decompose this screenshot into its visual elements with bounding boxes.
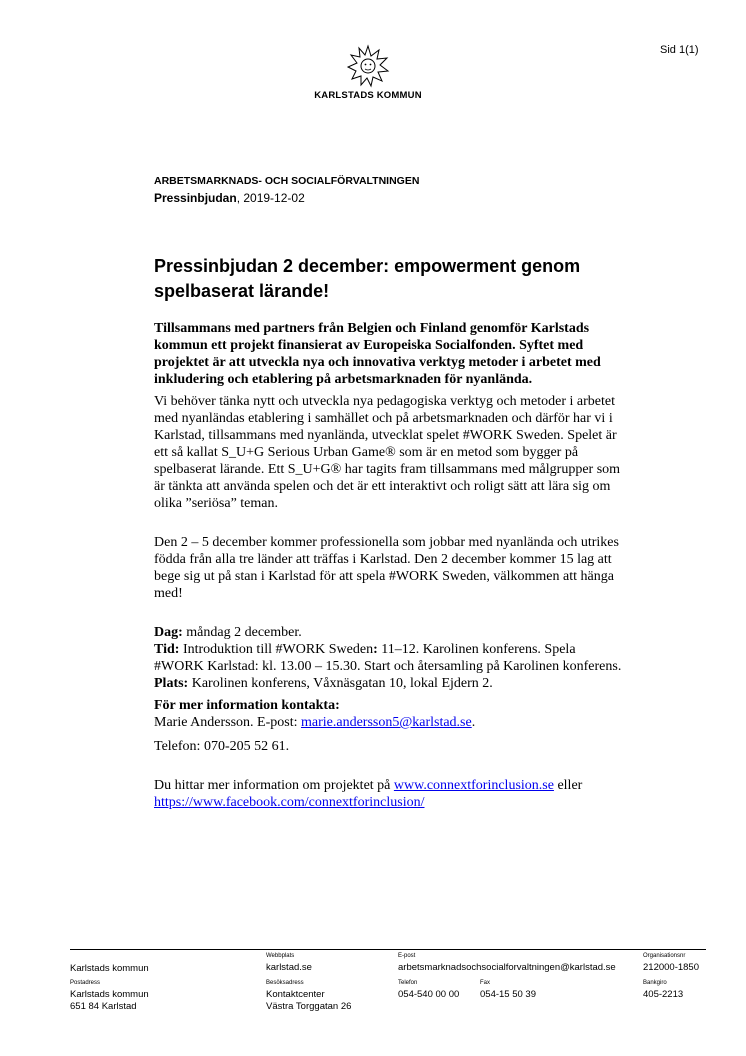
page-title: Pressinbjudan 2 december: empowerment genom spelbaserat lärande! [154, 256, 581, 301]
more-info-text: eller [553, 778, 583, 793]
footer-phone-label: Telefon [398, 980, 418, 986]
document-type: Pressinbjudan [154, 191, 237, 205]
website-link[interactable]: www.connextforinclusion.se [393, 778, 554, 793]
page-number: Sid 1(1) [660, 44, 699, 56]
footer-fax-label: Fax [480, 980, 491, 986]
logo [303, 44, 433, 101]
footer-phone-value: 054-540 00 00 [398, 989, 460, 1000]
footer-web-value: karlstad.se [266, 962, 312, 973]
time-colon: : [373, 642, 378, 657]
day-value: måndag 2 december. [182, 625, 302, 640]
more-info-text: Du hittar mer information om projektet på [154, 778, 394, 793]
footer-bankgiro-value: 405-2213 [643, 989, 684, 1000]
facebook-link[interactable]: https://www.facebook.com/connextforinclusion/ [154, 795, 425, 810]
contact-email-link[interactable]: marie.andersson5@karlstad.se [300, 715, 472, 730]
contact-heading: För mer information kontakta: [154, 698, 340, 713]
event-details [154, 624, 624, 692]
footer-postal-line: Karlstads kommun [70, 989, 149, 1000]
contact-info [154, 697, 624, 731]
time-label: Tid: [154, 642, 180, 657]
footer-fax-value: 054-15 50 39 [480, 989, 536, 1000]
footer-postal-label: Postadress [70, 980, 101, 986]
footer-visit-line: Västra Torggatan 26 [266, 1001, 352, 1012]
footer-postal-line: 651 84 Karlstad [70, 1001, 137, 1012]
main-content [154, 320, 624, 811]
time-value: 11–12. Karolinen konferens. Spela #WORK Karlstad: kl. 13.00 – 15.30. Start och återsamling på Karolinen konferens. [154, 642, 622, 674]
day-label: Dag: [154, 625, 183, 640]
footer-orgnr-label: Organisationsnr [643, 953, 686, 959]
body-paragraph: Vi behöver tänka nytt och utveckla nya pedagogiska verktyg och metoder i arbetet med nyanländas etablering i samhället och på arbetsmarknaden och därför har vi i Karlstad, tillsammans med nyanlända, utvecklat spelet #WORK Sweden. Spelet är ett så kallat S_U+G Serious Urban Game® som är en metod som bygger på spelbaserat lärande. Ett S_U+G® har tagits fram tillsammans med målgrupper som är tänkta att använda spelen och det är ett interaktivt och roligt sätt att lära sig om olika ”seriösa” teman. [154, 394, 621, 511]
place-label: Plats: [154, 676, 189, 691]
contact-phone: Telefon: 070-205 52 61. [154, 739, 290, 754]
department-name: ARBETSMARKNADS- OCH SOCIALFÖRVALTNINGEN [154, 175, 420, 187]
footer-divider [70, 949, 706, 950]
footer-email-value: arbetsmarknadsochsocialforvaltningen@karlstad.se [398, 962, 616, 973]
footer-orgnr-value: 212000-1850 [643, 962, 699, 973]
lead-paragraph: Tillsammans med partners från Belgien och Finland genomför Karlstads kommun ett projekt finansierat av Europeiska Socialfonden. Syftet med projektet är att utveckla nya och innovativa verktyg metoder i arbetet med inkludering och etablering på arbetsmarknaden för nyanlända. [154, 321, 601, 387]
footer-org-name: Karlstads kommun [70, 963, 149, 974]
footer-web-label: Webbplats [266, 953, 295, 959]
footer-visit-line: Kontaktcenter [266, 989, 325, 1000]
contact-email-punct: . [471, 715, 476, 730]
document-meta-line [154, 191, 305, 205]
body-paragraph: Den 2 – 5 december kommer professionella som jobbar med nyanlända och utrikes födda från alla tre länder att träffas i Karlstad. Den 2 december kommer 15 lag att bege sig ut på stan i Karlstad för att spela #WORK Sweden, välkommen att hänga med! [154, 535, 619, 601]
more-info [154, 777, 624, 811]
footer-email-label: E-post [398, 953, 416, 959]
footer-visit-label: Besöksadress [266, 980, 304, 986]
footer-bankgiro-label: Bankgiro [643, 980, 667, 986]
contact-name: Marie Andersson. E-post: [154, 715, 301, 730]
logo-text: KARLSTADS KOMMUN [314, 90, 422, 101]
document-date: , 2019-12-02 [236, 191, 305, 205]
time-value: Introduktion till #WORK Sweden [179, 642, 374, 657]
place-value: Karolinen konferens, Våxnäsgatan 10, lokal Ejdern 2. [188, 676, 493, 691]
sun-emblem-icon [346, 44, 390, 88]
